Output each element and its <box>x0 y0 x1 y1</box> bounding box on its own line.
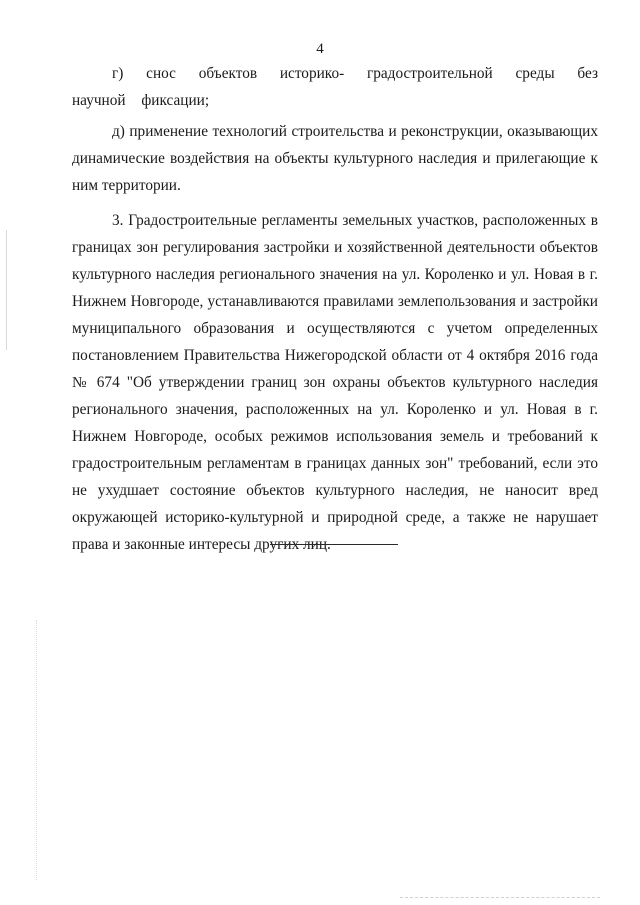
clause-3-paragraph: 3. Градостроительные регламенты земельных участков, расположенных в границах зон регулирования застройки и хозяйственной деятельности объектов культурного наследия регионального значения на ул. Короленко и ул. Новая в г. Нижнем Новгороде, устанавливаются правилами землепользования и застройки муниципального образования и осуществляются с учетом определенных постановлением Правительства Нижегородской области от 4 октября 2016 года № 674 "Об утверждении границ зон охраны объектов культурного наследия регионального значения, расположенных на ул. Короленко и ул. Новая в г. Нижнем Новгороде, особых режимов использования земель и требований к градостроительным регламентам в границах данных зон" требований, если это не ухудшает состояние объектов культурного наследия, не наносит вред окружающей историко-культурной и природной среде, а также не нарушает права и законные интересы других лиц. <box>72 212 598 553</box>
scan-artifact-left <box>6 230 7 350</box>
document-body <box>72 60 598 562</box>
closing-divider-line <box>270 544 398 545</box>
scan-artifact-bottom <box>400 897 600 898</box>
scan-artifact-dots <box>36 620 38 880</box>
list-item-d: д) применение технологий строительства и реконструкции, оказывающих динамические воздействия на объекты культурного наследия и прилегающие к ним территории. <box>72 123 598 194</box>
page-number: 4 <box>316 41 324 57</box>
list-item-g: г) снос объектов историко- градостроительной среды без научной фиксации; <box>72 65 598 109</box>
